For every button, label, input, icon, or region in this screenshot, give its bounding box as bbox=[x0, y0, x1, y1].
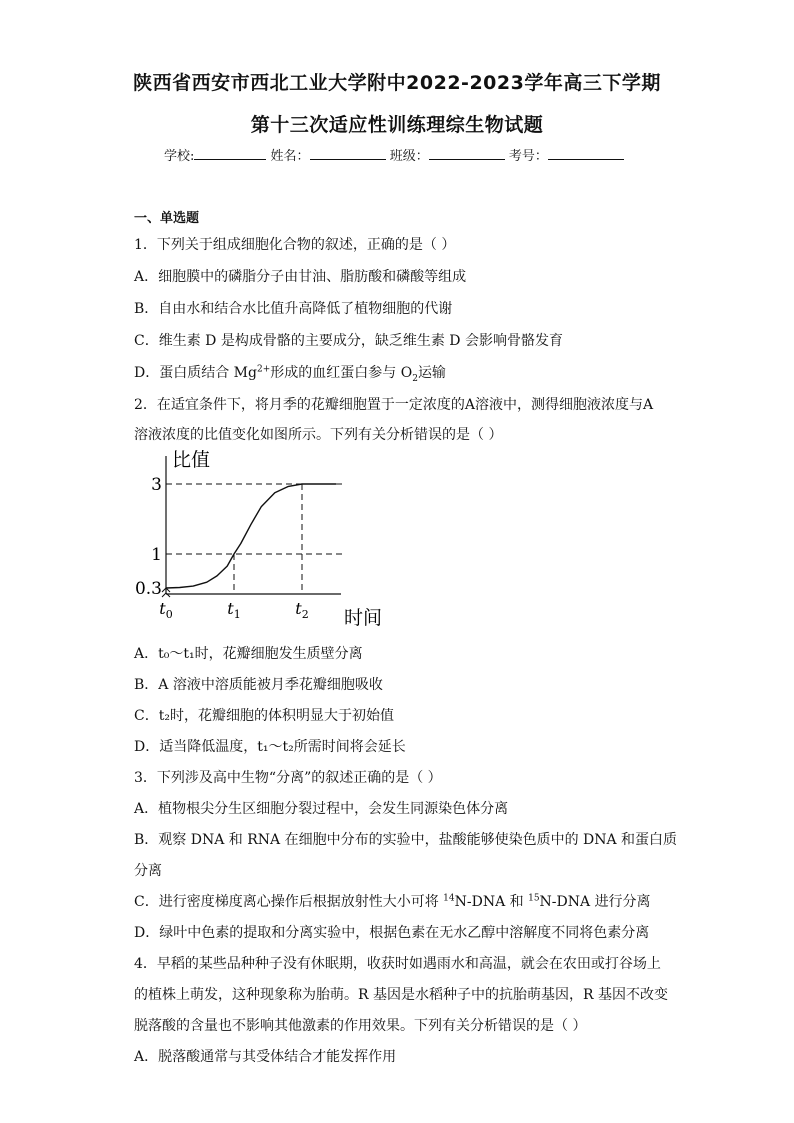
y-tick-label: 3 bbox=[151, 475, 162, 495]
q2-option-a: A．t₀～t₁时，花瓣细胞发生质壁分离 bbox=[134, 646, 363, 662]
name-label: 姓名： bbox=[270, 149, 310, 164]
x-tick-label: $t_0$ bbox=[159, 599, 173, 621]
page-title: 陕西省西安市西北工业大学附中2022-2023学年高三下学期 bbox=[133, 72, 661, 94]
number-field[interactable] bbox=[548, 147, 624, 160]
section-heading: 一、单选题 bbox=[134, 211, 200, 226]
x-tick-label: $t_1$ bbox=[227, 599, 241, 621]
number-label: 考号： bbox=[508, 149, 548, 164]
q3-option-d: D．绿叶中色素的提取和分离实验中，根据色素在无水乙醇中溶解度不同将色素分离 bbox=[134, 925, 650, 941]
ratio-time-chart bbox=[126, 446, 396, 632]
q3-option-b-line2: 分离 bbox=[134, 863, 162, 879]
q1-stem: 1．下列关于组成细胞化合物的叙述，正确的是（ ） bbox=[134, 237, 456, 253]
q2-option-b: B．A 溶液中溶质能被月季花瓣细胞吸收 bbox=[134, 677, 383, 693]
q1-option-d: D．蛋白质结合 $Mg^{2+}$形成的血红蛋白参与 $O_2$运输 bbox=[134, 364, 446, 384]
q3-option-b-line1: B．观察 DNA 和 RNA 在细胞中分布的实验中，盐酸能够使染色质中的 DNA 和蛋白质 bbox=[134, 832, 678, 848]
x-axis-label: 时间 bbox=[344, 607, 383, 629]
y-axis-label: 比值 bbox=[172, 449, 211, 471]
school-label: 学校: bbox=[164, 149, 195, 164]
q3-stem: 3．下列涉及高中生物“分离”的叙述正确的是（ ） bbox=[134, 770, 442, 786]
q2-option-d: D．适当降低温度，t₁～t₂所需时间将会延长 bbox=[134, 739, 406, 755]
class-label: 班级： bbox=[389, 149, 429, 164]
q2-stem-line2: 溶液浓度的比值变化如图所示。下列有关分析错误的是（ ） bbox=[134, 427, 503, 443]
q4-stem-line1: 4．早稻的某些品种种子没有休眠期，收获时如遇雨水和高温，就会在农田或打谷场上 bbox=[134, 956, 661, 972]
q1-option-c: C．维生素 D 是构成骨骼的主要成分，缺乏维生素 D 会影响骨骼发育 bbox=[134, 333, 563, 349]
school-field[interactable] bbox=[194, 147, 266, 160]
student-info-row bbox=[164, 145, 624, 164]
class-field[interactable] bbox=[429, 147, 505, 160]
q2-option-c: C．t₂时，花瓣细胞的体积明显大于初始值 bbox=[134, 708, 394, 724]
y-tick-label: 0.3 bbox=[134, 579, 162, 599]
page-subtitle: 第十三次适应性训练理综生物试题 bbox=[250, 114, 544, 136]
q4-stem-line3: 脱落酸的含量也不影响其他激素的作用效果。下列有关分析错误的是（ ） bbox=[134, 1018, 587, 1034]
q1-option-a: A．细胞膜中的磷脂分子由甘油、脂肪酸和磷酸等组成 bbox=[134, 269, 467, 285]
q1-option-b: B．自由水和结合水比值升高降低了植物细胞的代谢 bbox=[134, 301, 453, 317]
q4-stem-line2: 的植株上萌发，这种现象称为胎萌。R 基因是水稻种子中的抗胎萌基因，R 基因不改变 bbox=[134, 987, 668, 1003]
ratio-curve bbox=[166, 484, 336, 588]
q4-option-a: A．脱落酸通常与其受体结合才能发挥作用 bbox=[134, 1049, 397, 1065]
q3-option-a: A．植物根尖分生区细胞分裂过程中，会发生同源染色体分离 bbox=[134, 801, 509, 817]
q3-option-c: C．进行密度梯度离心操作后根据放射性大小可将 $^{14}$N-DNA 和 $^{15}$N-DNA 进行分离 bbox=[134, 893, 651, 910]
name-field[interactable] bbox=[310, 147, 386, 160]
x-tick-label: $t_2$ bbox=[295, 599, 309, 621]
q2-stem-line1: 2．在适宜条件下，将月季的花瓣细胞置于一定浓度的A溶液中，测得细胞液浓度与A bbox=[134, 397, 654, 413]
y-tick-label: 1 bbox=[151, 545, 162, 565]
